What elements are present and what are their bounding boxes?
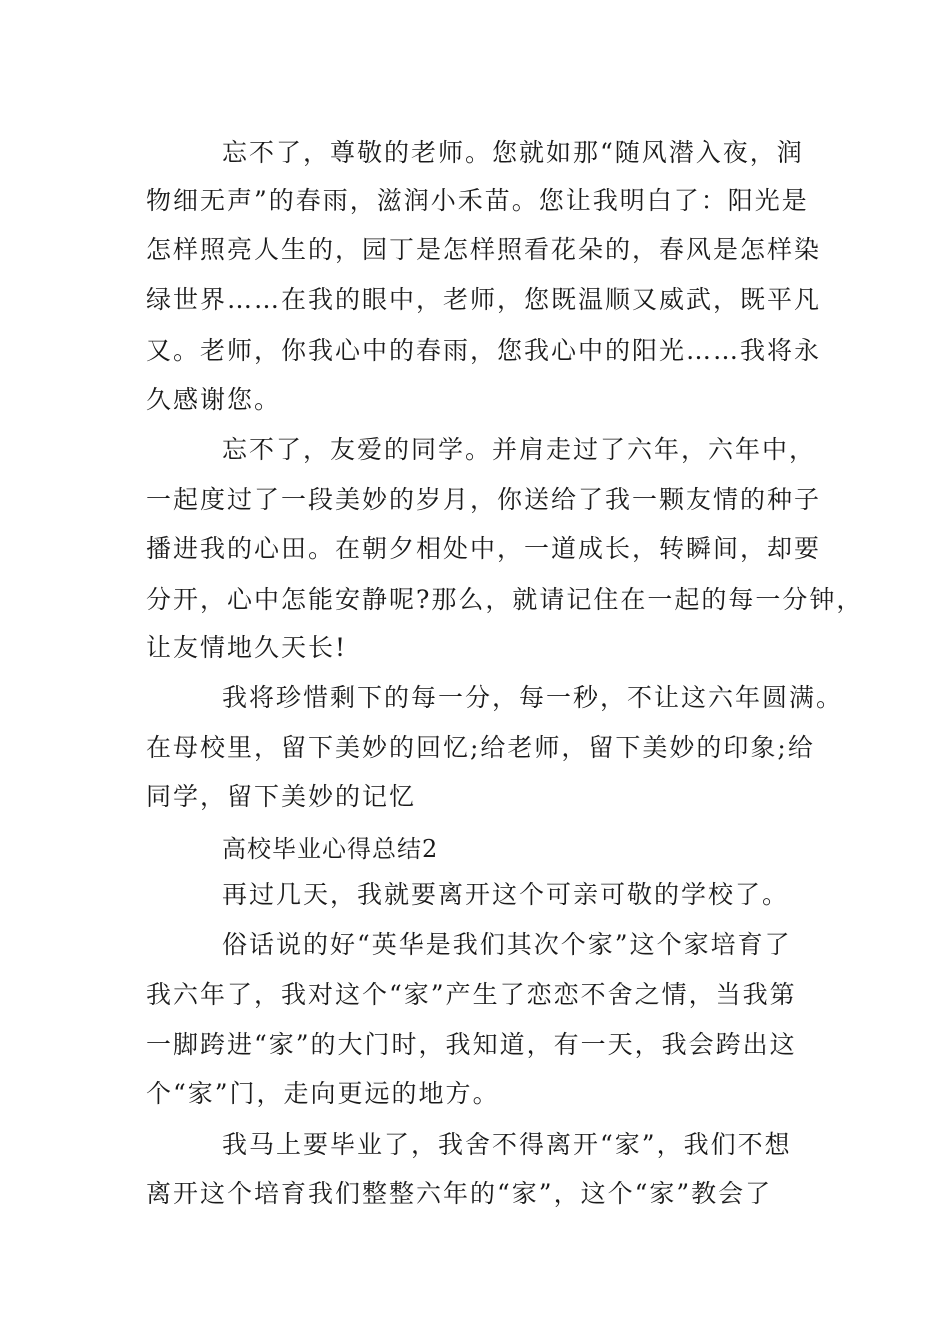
paragraph-5-line-1: 俗话说的好“英华是我们其次个家”这个家培育了 [222, 930, 792, 959]
paragraph-2-line-2: 一起度过了一段美妙的岁月，你送给了我一颗友情的种子 [146, 485, 822, 514]
paragraph-1-line-2: 物细无声”的春雨，滋润小禾苗。您让我明白了：阳光是 [146, 186, 809, 215]
paragraph-5-line-4: 个“家”门，走向更远的地方。 [146, 1079, 500, 1108]
paragraph-4-line-1: 再过几天，我就要离开这个可亲可敬的学校了。 [222, 880, 790, 909]
paragraph-6-line-2: 离开这个培育我们整整六年的“家”，这个“家”教会了 [146, 1179, 773, 1208]
paragraph-2-line-3: 播进我的心田。在朝夕相处中，一道成长，转瞬间，却要 [146, 534, 822, 563]
paragraph-3-line-2: 在母校里，留下美妙的回忆;给老师，留下美妙的印象;给 [146, 733, 815, 762]
paragraph-1-line-4: 绿世界……在我的眼中，老师，您既温顺又威武，既平凡 [146, 285, 822, 314]
paragraph-5-line-3: 一脚跨进“家”的大门时，我知道，有一天，我会跨出这 [146, 1030, 797, 1059]
paragraph-1-line-5: 又。老师，你我心中的春雨，您我心中的阳光……我将永 [146, 336, 822, 365]
paragraph-3-line-3: 同学，留下美妙的记忆 [146, 782, 417, 811]
section-title: 高校毕业心得总结2 [222, 835, 439, 863]
paragraph-2-line-4: 分开，心中怎能安静呢?那么，就请记住在一起的每一分钟， [146, 585, 864, 614]
paragraph-2-line-5: 让友情地久天长! [146, 633, 348, 662]
paragraph-1-line-1: 忘不了，尊敬的老师。您就如那“随风潜入夜，润 [222, 138, 804, 167]
paragraph-1-line-6: 久感谢您。 [146, 385, 282, 414]
paragraph-3-line-1: 我将珍惜剩下的每一分，每一秒，不让这六年圆满。 [222, 683, 844, 712]
paragraph-6-line-1: 我马上要毕业了，我舍不得离开“家”，我们不想 [222, 1130, 792, 1159]
paragraph-5-line-2: 我六年了，我对这个“家”产生了恋恋不舍之情，当我第 [146, 980, 797, 1009]
paragraph-2-line-1: 忘不了，友爱的同学。并肩走过了六年，六年中， [222, 435, 817, 464]
paragraph-1-line-3: 怎样照亮人生的，园丁是怎样照看花朵的，春风是怎样染 [146, 235, 822, 264]
